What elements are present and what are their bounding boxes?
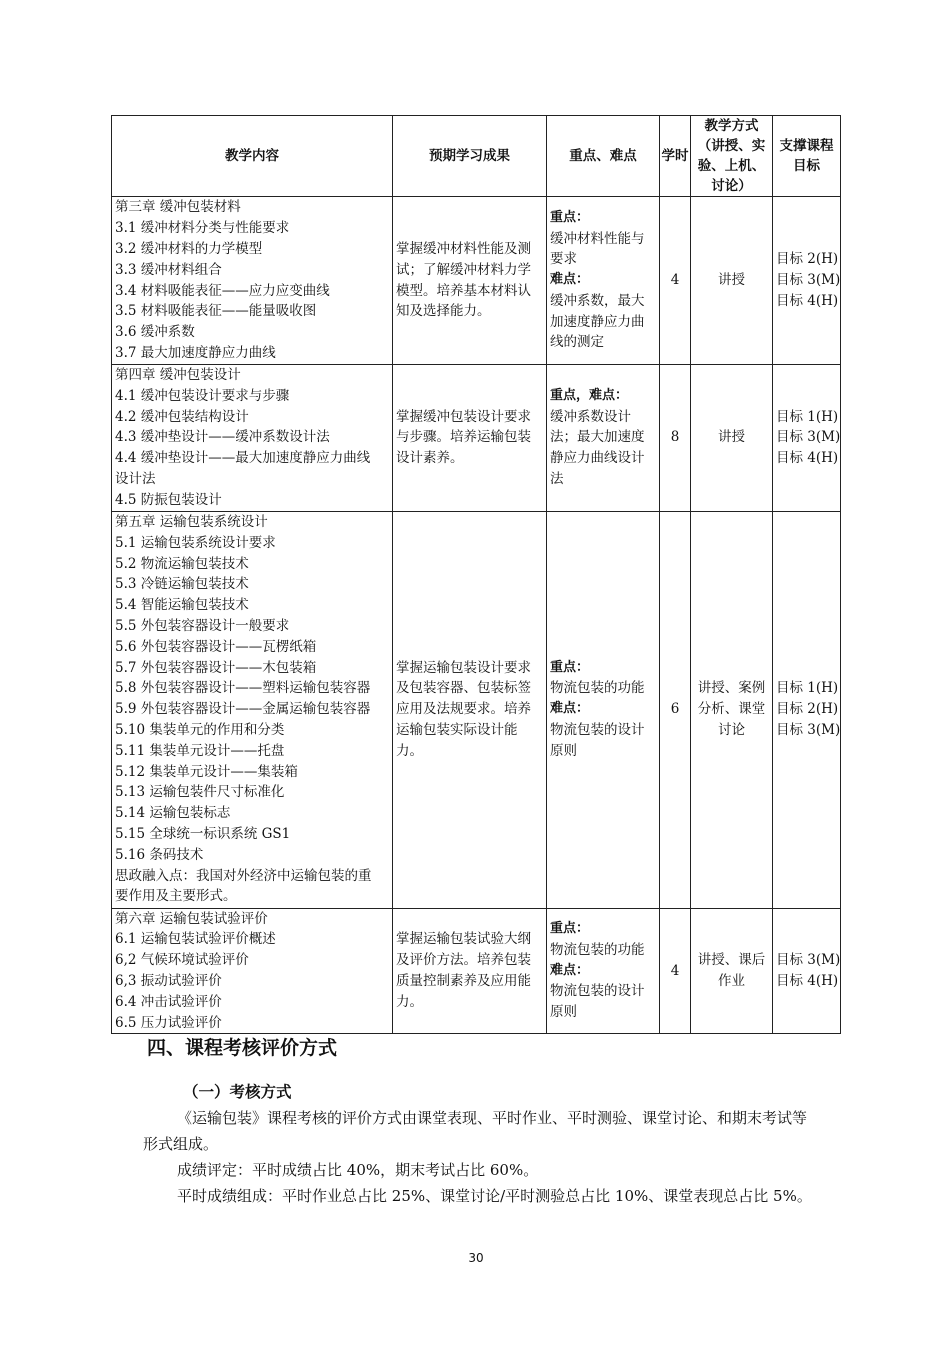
cell-method: 讲授 bbox=[691, 197, 773, 365]
cell-outcome bbox=[393, 365, 547, 512]
content-line: 3.7 最大加速度静应力曲线 bbox=[115, 344, 276, 361]
content-line: 第五章 运输包装系统设计 bbox=[115, 514, 268, 530]
key-text: 缓冲系数设计法；最大加速度静应力曲线设计法 bbox=[550, 408, 645, 487]
cell-content bbox=[112, 511, 393, 908]
content-line: 5.12 集装单元设计——集装箱 bbox=[115, 763, 298, 780]
header-content: 教学内容 bbox=[112, 116, 393, 197]
header-method: 教学方式（讲授、实验、上机、讨论） bbox=[691, 116, 773, 197]
cell-keys bbox=[547, 511, 660, 908]
cell-content bbox=[112, 908, 393, 1034]
content-line: 5.4 智能运输包装技术 bbox=[115, 597, 249, 614]
goal-line: 目标 1(H) bbox=[776, 680, 839, 697]
content-line: 5.9 外包装容器设计——金属运输包装容器 bbox=[115, 701, 371, 718]
cell-outcome bbox=[393, 511, 547, 908]
goal-line: 目标 2(H) bbox=[776, 251, 839, 268]
content-line: 6.5 压力试验评价 bbox=[115, 1014, 222, 1031]
cell-method: 讲授、课后作业 bbox=[691, 908, 773, 1034]
content-line: 3.4 材料吸能表征——应力应变曲线 bbox=[115, 282, 330, 299]
difficulty-label: 难点： bbox=[550, 701, 590, 717]
content-line: 4.1 缓冲包装设计要求与步骤 bbox=[115, 387, 290, 404]
paragraph-composition: 平时成绩组成：平时作业总占比 25%、课堂讨论/平时测验总占比 10%、课堂表现总占比 5%。 bbox=[177, 1187, 812, 1205]
table-row bbox=[112, 197, 841, 365]
content-line: 第四章 缓冲包装设计 bbox=[115, 367, 241, 383]
cell-goals bbox=[773, 908, 841, 1034]
content-line: 3.1 缓冲材料分类与性能要求 bbox=[115, 220, 290, 237]
cell-goals bbox=[773, 511, 841, 908]
goal-line: 目标 3(M) bbox=[776, 721, 841, 738]
content-line: 4.2 缓冲包装结构设计 bbox=[115, 408, 249, 425]
goal-line: 目标 3(M) bbox=[776, 272, 841, 289]
key-label: 重点： bbox=[550, 920, 590, 936]
content-line: 5.7 外包装容器设计——木包装箱 bbox=[115, 659, 317, 676]
header-goals: 支撑课程目标 bbox=[773, 116, 841, 197]
cell-content bbox=[112, 197, 393, 365]
cell-keys bbox=[547, 908, 660, 1034]
cell-keys bbox=[547, 197, 660, 365]
content-line: 5.1 运输包装系统设计要求 bbox=[115, 534, 276, 551]
content-line: 要作用及主要形式。 bbox=[115, 888, 237, 905]
cell-goals bbox=[773, 365, 841, 512]
content-line: 思政融入点：我国对外经济中运输包装的重 bbox=[115, 867, 372, 884]
key-label: 重点，难点： bbox=[550, 387, 629, 403]
content-line: 6,2 气候环境试验评价 bbox=[115, 952, 249, 969]
cell-hours: 4 bbox=[660, 197, 691, 365]
goal-line: 目标 1(H) bbox=[776, 408, 839, 425]
key-label: 重点： bbox=[550, 659, 590, 675]
content-line: 3.5 材料吸能表征——能量吸收图 bbox=[115, 303, 317, 320]
key-label: 重点： bbox=[550, 209, 590, 225]
content-line: 6.1 运输包装试验评价概述 bbox=[115, 931, 276, 948]
outcome-text: 掌握运输包装设计要求及包装容器、包装标签应用及法规要求。培养运输包装实际设计能力。 bbox=[396, 659, 531, 759]
key-text: 物流包装的功能 bbox=[550, 941, 645, 958]
content-line: 第三章 缓冲包装材料 bbox=[115, 199, 241, 216]
content-line: 设计法 bbox=[115, 470, 156, 487]
content-line: 第六章 运输包装试验评价 bbox=[115, 910, 268, 927]
page-number: 30 bbox=[468, 1251, 484, 1265]
cell-outcome bbox=[393, 197, 547, 365]
content-line: 6,3 振动试验评价 bbox=[115, 972, 222, 989]
paragraph-grading: 成绩评定：平时成绩占比 40%，期末考试占比 60%。 bbox=[177, 1161, 539, 1179]
cell-content bbox=[112, 365, 393, 512]
content-line: 5.6 外包装容器设计——瓦楞纸箱 bbox=[115, 638, 317, 655]
cell-hours: 4 bbox=[660, 908, 691, 1034]
cell-goals bbox=[773, 197, 841, 365]
goal-line: 目标 2(H) bbox=[776, 701, 839, 718]
cell-keys bbox=[547, 365, 660, 512]
cell-outcome bbox=[393, 908, 547, 1034]
key-text: 缓冲材料性能与要求 bbox=[550, 230, 645, 268]
content-line: 3.6 缓冲系数 bbox=[115, 324, 195, 341]
goal-line: 目标 4(H) bbox=[776, 450, 839, 467]
table-row bbox=[112, 908, 841, 1034]
content-line: 5.8 外包装容器设计——塑料运输包装容器 bbox=[115, 680, 371, 697]
content-line: 3.3 缓冲材料组合 bbox=[115, 261, 222, 278]
paragraph-assessment: 《运输包装》课程考核的评价方式由课堂表现、平时作业、平时测验、课堂讨论、和期末考试等形式组成。 bbox=[143, 1109, 808, 1153]
table-header-row bbox=[112, 116, 841, 197]
goal-line: 目标 3(M) bbox=[776, 429, 841, 446]
outcome-text: 掌握缓冲包装设计要求与步骤。培养运输包装设计素养。 bbox=[396, 408, 531, 467]
outcome-text: 掌握运输包装试验大纲及评价方法。培养包装质量控制素养及应用能力。 bbox=[396, 931, 531, 1010]
cell-method: 讲授 bbox=[691, 365, 773, 512]
content-line: 5.15 全球统一标识系统 GS1 bbox=[115, 825, 291, 842]
goal-line: 目标 3(M) bbox=[776, 952, 841, 969]
subsection-title: （一）考核方式 bbox=[183, 1083, 292, 1101]
content-line: 4.3 缓冲垫设计——缓冲系数设计法 bbox=[115, 429, 330, 446]
content-line: 3.2 缓冲材料的力学模型 bbox=[115, 240, 263, 257]
cell-method: 讲授、案例分析、课堂讨论 bbox=[691, 511, 773, 908]
cell-hours: 8 bbox=[660, 365, 691, 512]
content-line: 5.16 条码技术 bbox=[115, 846, 204, 863]
content-line: 6.4 冲击试验评价 bbox=[115, 993, 222, 1010]
goal-line: 目标 4(H) bbox=[776, 972, 839, 989]
difficulty-text: 物流包装的设计原则 bbox=[550, 983, 645, 1021]
content-line: 5.2 物流运输包装技术 bbox=[115, 555, 249, 572]
difficulty-text: 物流包装的设计原则 bbox=[550, 721, 645, 759]
outcome-text: 掌握缓冲材料性能及测试；了解缓冲材料力学模型。培养基本材料认知及选择能力。 bbox=[396, 240, 531, 320]
difficulty-label: 难点： bbox=[550, 962, 590, 978]
content-line: 5.13 运输包装件尺寸标准化 bbox=[115, 784, 285, 801]
header-hours: 学时 bbox=[660, 116, 691, 197]
key-text: 物流包装的功能 bbox=[550, 680, 645, 697]
content-line: 5.14 运输包装标志 bbox=[115, 805, 231, 822]
cell-hours: 6 bbox=[660, 511, 691, 908]
content-line: 5.3 冷链运输包装技术 bbox=[115, 576, 249, 593]
content-line: 5.5 外包装容器设计一般要求 bbox=[115, 617, 290, 634]
table-row bbox=[112, 511, 841, 908]
content-line: 4.4 缓冲垫设计——最大加速度静应力曲线 bbox=[115, 450, 371, 467]
content-line: 5.11 集装单元设计——托盘 bbox=[115, 742, 285, 759]
table-row bbox=[112, 365, 841, 512]
header-outcome: 预期学习成果 bbox=[393, 116, 547, 197]
difficulty-label: 难点： bbox=[550, 272, 590, 288]
content-line: 4.5 防振包装设计 bbox=[115, 491, 222, 508]
header-keys: 重点、难点 bbox=[547, 116, 660, 197]
content-line: 5.10 集装单元的作用和分类 bbox=[115, 721, 285, 738]
difficulty-text: 缓冲系数，最大加速度静应力曲线的测定 bbox=[550, 292, 645, 351]
section-title: 四、课程考核评价方式 bbox=[147, 1037, 338, 1059]
goal-line: 目标 4(H) bbox=[776, 292, 839, 309]
course-content-table bbox=[111, 115, 841, 1034]
